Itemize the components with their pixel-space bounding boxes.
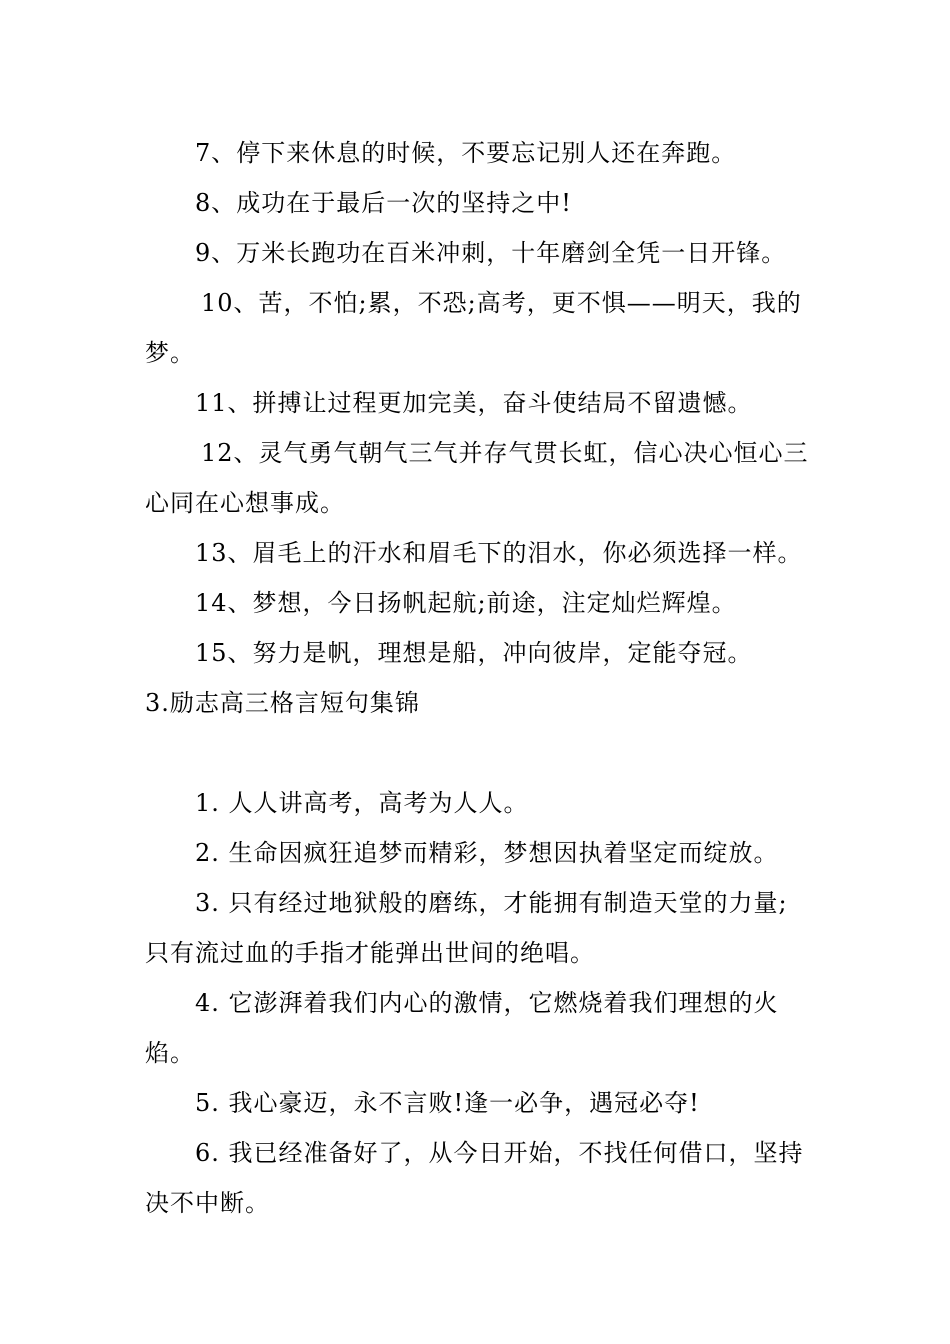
motto-item-7: 7、停下来休息的时候，不要忘记别人还在奔跑。 (195, 139, 737, 167)
document-body (145, 128, 810, 1228)
spacer (145, 728, 810, 778)
motto-item-13: 13、眉毛上的汗水和眉毛下的泪水，你必须选择一样。 (195, 539, 803, 567)
motto-item-14: 14、梦想，今日扬帆起航;前途，注定灿烂辉煌。 (195, 589, 737, 617)
motto-item-8: 8、成功在于最后一次的坚持之中! (195, 189, 572, 217)
section-heading: 3.励志高三格言短句集锦 (145, 689, 420, 717)
quote-item-6: 6. 我已经准备好了，从今日开始，不找任何借口，坚持决不中断。 (145, 1139, 804, 1217)
motto-item-9: 9、万米长跑功在百米冲刺，十年磨剑全凭一日开锋。 (195, 239, 787, 267)
quote-item-4: 4. 它澎湃着我们内心的激情，它燃烧着我们理想的火焰。 (145, 989, 779, 1067)
motto-item-10: 10、苦，不怕;累，不恐;高考，更不惧——明天，我的梦。 (145, 289, 802, 367)
motto-item-11: 11、拼搏让过程更加完美，奋斗使结局不留遗憾。 (195, 389, 753, 417)
quote-item-5: 5. 我心豪迈，永不言败!逢一必争，遇冠必夺! (195, 1089, 700, 1117)
quote-item-1: 1. 人人讲高考，高考为人人。 (195, 789, 529, 817)
motto-item-15: 15、努力是帆，理想是船，冲向彼岸，定能夺冠。 (195, 639, 753, 667)
motto-item-12: 12、灵气勇气朝气三气并存气贯长虹，信心决心恒心三心同在心想事成。 (145, 439, 809, 517)
quote-item-2: 2. 生命因疯狂追梦而精彩，梦想因执着坚定而绽放。 (195, 839, 779, 867)
quote-item-3: 3. 只有经过地狱般的磨练，才能拥有制造天堂的力量;只有流过血的手指才能弹出世间的绝唱。 (145, 889, 788, 967)
